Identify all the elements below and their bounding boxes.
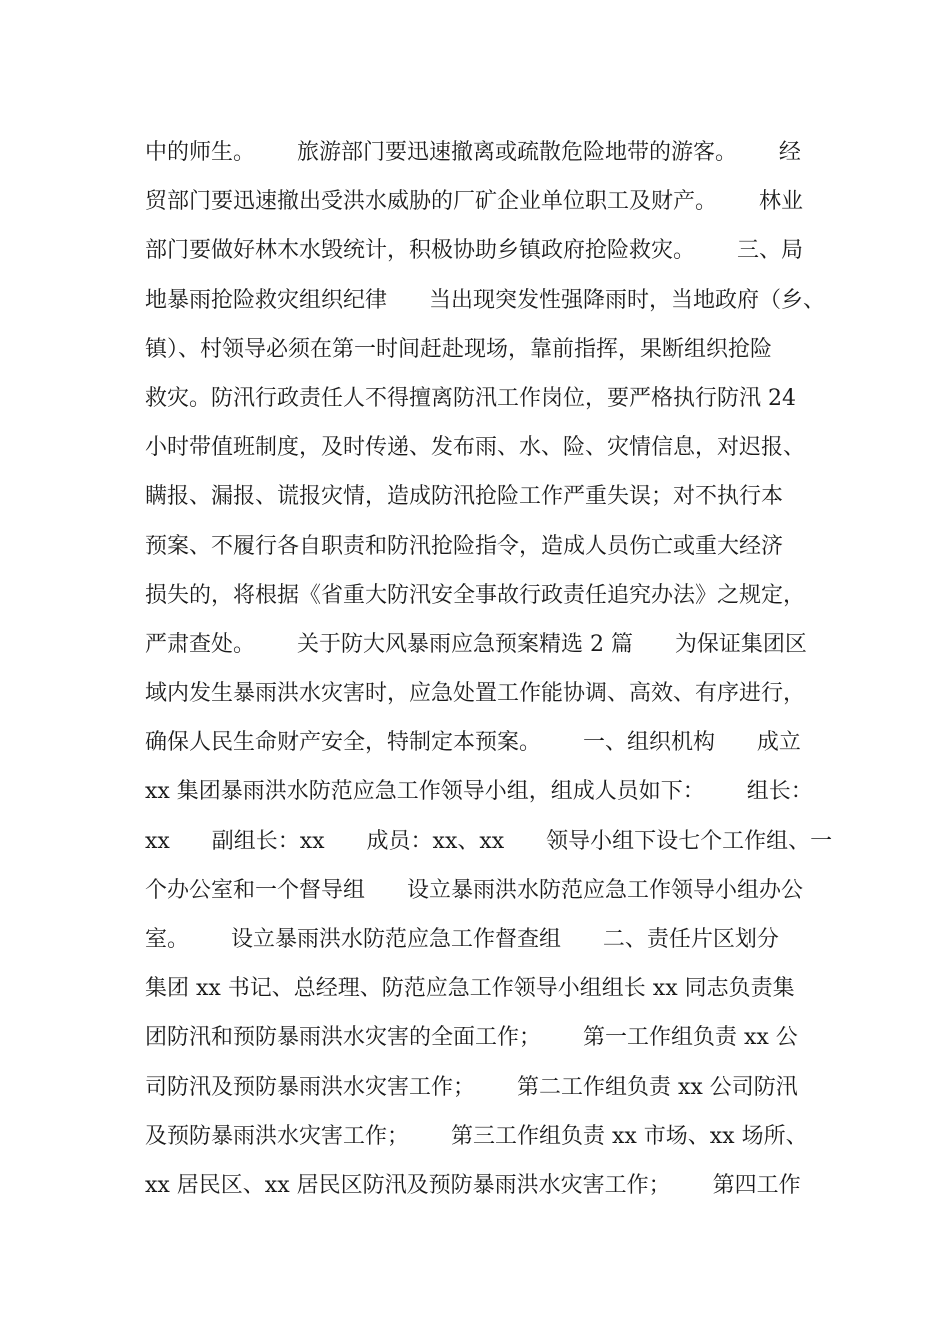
body-text — [145, 128, 835, 1210]
text-line: 严肃查处。 关于防大风暴雨应急预案精选 2 篇 为保证集团区 — [145, 631, 807, 657]
text-line: 部门要做好林木水毁统计，积极协助乡镇政府抢险救灾。 三、局 — [145, 238, 803, 264]
text-line: 司防汛及预防暴雨洪水灾害工作； 第二工作组负责 xx 公司防汛 — [145, 1074, 798, 1100]
text-line: 个办公室和一个督导组 设立暴雨洪水防范应急工作领导小组办公 — [145, 877, 803, 903]
text-line: 小时带值班制度，及时传递、发布雨、水、险、灾情信息，对迟报、 — [145, 435, 806, 461]
text-line: 预案、不履行各自职责和防汛抢险指令，造成人员伤亡或重大经济 — [145, 533, 784, 559]
text-line: 团防汛和预防暴雨洪水灾害的全面工作； 第一工作组负责 xx 公 — [145, 1025, 798, 1051]
text-line: 镇）、村领导必须在第一时间赶赴现场，靠前指挥，果断组织抢险 — [145, 336, 773, 362]
text-line: xx 副组长：xx 成员：xx、xx 领导小组下设七个工作组、一 — [145, 828, 833, 854]
text-line: 中的师生。 旅游部门要迅速撤离或疏散危险地带的游客。 经 — [145, 140, 801, 165]
text-line: 集团 xx 书记、总经理、防范应急工作领导小组组长 xx 同志负责集 — [145, 976, 795, 1002]
text-line: xx 集团暴雨洪水防范应急工作领导小组，组成人员如下： 组长： — [145, 779, 813, 805]
text-line: 域内发生暴雨洪水灾害时，应急处置工作能协调、高效、有序进行， — [145, 681, 806, 707]
text-line: 地暴雨抢险救灾组织纪律 当出现突发性强降雨时，当地政府（乡、 — [145, 287, 825, 313]
text-line: 救灾。防汛行政责任人不得擅离防汛工作岗位，要严格执行防汛 24 — [145, 385, 796, 411]
text-line: 室。 设立暴雨洪水防范应急工作督查组 二、责任片区划分 — [145, 927, 779, 952]
text-line: xx 居民区、xx 居民区防汛及预防暴雨洪水灾害工作； 第四工作 — [145, 1172, 801, 1198]
text-line: 损失的，将根据《省重大防汛安全事故行政责任追究办法》之规定， — [145, 582, 806, 608]
text-line: 贸部门要迅速撤出受洪水威胁的厂矿企业单位职工及财产。 林业 — [145, 189, 803, 215]
text-line: 及预防暴雨洪水灾害工作； 第三工作组负责 xx 市场、xx 场所、 — [145, 1123, 808, 1149]
text-line: 瞒报、漏报、谎报灾情，造成防汛抢险工作严重失误；对不执行本 — [145, 484, 784, 510]
text-line: 确保人民生命财产安全，特制定本预案。 一、组织机构 成立 — [145, 730, 801, 756]
